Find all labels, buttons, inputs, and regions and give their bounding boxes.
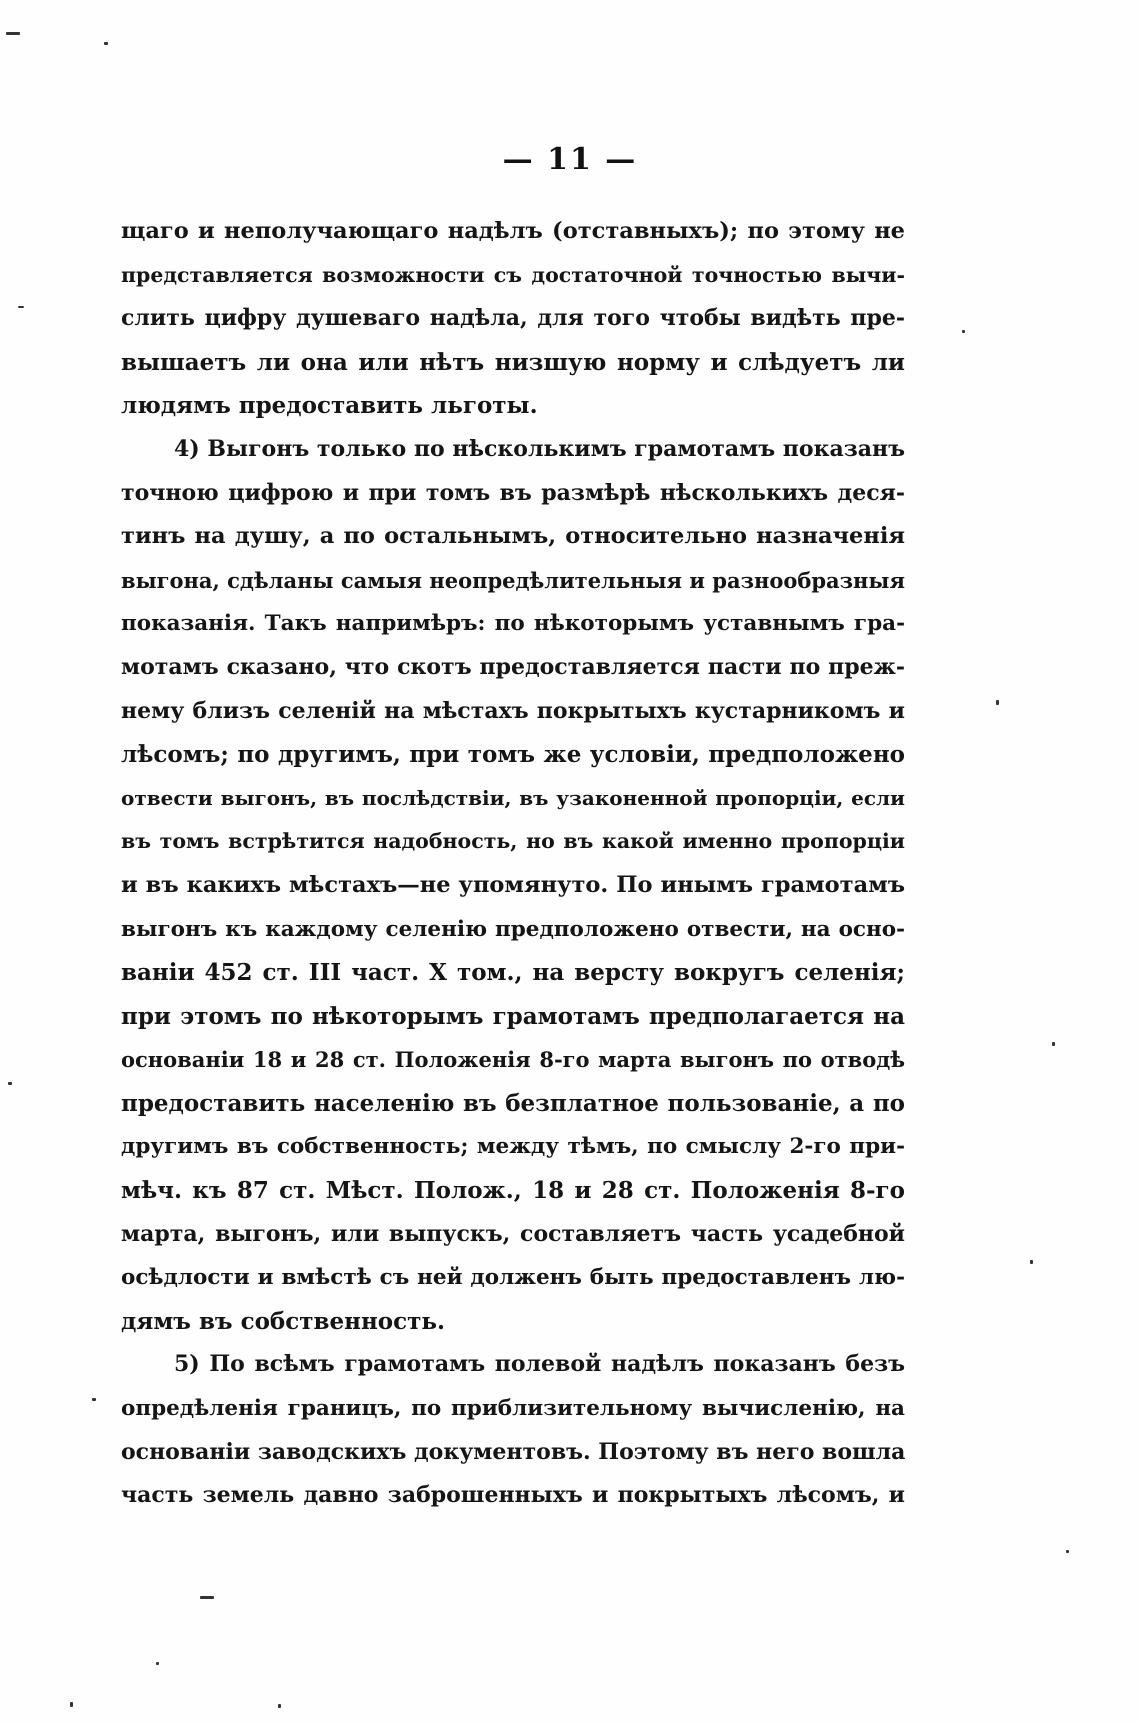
text-line: въ томъ встрѣтится надобность, но въ какой именно пропорціи bbox=[121, 829, 905, 854]
paragraph-start-line: 5) По всѣмъ грамотамъ полевой надѣлъ показанъ безъ bbox=[174, 1351, 905, 1378]
text-line: показанія. Такъ напримѣръ: по нѣкоторымъ уставнымъ гра- bbox=[121, 611, 905, 637]
scan-speck bbox=[200, 1596, 214, 1599]
text-line: основаніи 18 и 28 ст. Положенія 8-го марта выгонъ по отводѣ bbox=[121, 1047, 905, 1073]
text-line: мотамъ сказано, что скотъ предоставляется пасти по преж- bbox=[121, 653, 905, 680]
text-line: нему близъ селеній на мѣстахъ покрытыхъ кустарникомъ и bbox=[121, 697, 905, 724]
body-text bbox=[121, 210, 905, 1518]
paragraph-start-line: 4) Выгонъ только по нѣсколькимъ грамотамъ показанъ bbox=[174, 435, 905, 462]
scan-speck bbox=[156, 1662, 159, 1665]
text-line: тинъ на душу, а по остальнымъ, относительно назначенія bbox=[121, 523, 905, 550]
scan-speck bbox=[1052, 1042, 1055, 1046]
text-line: выгонъ къ каждому селенію предположено отвести, на осно- bbox=[121, 916, 905, 942]
text-line: часть земель давно заброшенныхъ и покрытыхъ лѣсомъ, и bbox=[121, 1482, 905, 1509]
text-line: вышаетъ ли она или нѣтъ низшую норму и слѣдуетъ ли bbox=[121, 348, 905, 376]
scan-speck bbox=[92, 1398, 96, 1401]
text-line: выгона, сдѣланы самыя неопредѣлительныя и разнообразныя bbox=[121, 567, 905, 593]
scan-speck bbox=[8, 1082, 12, 1085]
text-line: людямъ предоставить льготы. bbox=[121, 392, 538, 420]
scan-speck bbox=[996, 700, 999, 705]
scan-speck bbox=[278, 1704, 281, 1708]
scan-speck bbox=[18, 306, 24, 308]
text-line: марта, выгонъ, или выпускъ, составляетъ часть усадебной bbox=[121, 1220, 905, 1247]
text-line: лѣсомъ; по другимъ, при томъ же условіи, предположено bbox=[121, 741, 905, 769]
text-line: щаго и неполучающаго надѣлъ (отставныхъ); по этому не bbox=[121, 218, 905, 244]
page-number: — 11 — bbox=[502, 142, 638, 177]
text-line: другимъ въ собственность; между тѣмъ, по смыслу 2-го при- bbox=[121, 1134, 905, 1160]
scan-speck bbox=[70, 1702, 73, 1707]
text-line: слить цифру душеваго надѣла, для того чтобы видѣть пре- bbox=[121, 305, 905, 332]
text-line: представляется возможности съ достаточной точностью вычи- bbox=[121, 262, 905, 287]
text-line: и въ какихъ мѣстахъ—не упомянуто. По инымъ грамотамъ bbox=[121, 871, 905, 898]
text-line: основаніи заводскихъ документовъ. Поэтому въ него вошла bbox=[121, 1438, 906, 1465]
text-line: осѣдлости и вмѣстѣ съ ней долженъ быть предоставленъ лю- bbox=[121, 1265, 905, 1291]
scan-speck bbox=[962, 330, 965, 333]
text-line: при этомъ по нѣкоторымъ грамотамъ предполагается на bbox=[121, 1002, 905, 1030]
text-line: предоставить населенію въ безплатное пользованіе, а по bbox=[121, 1089, 905, 1117]
text-line: ваніи 452 ст. III част. X том., на версту вокругъ селенія; bbox=[121, 959, 905, 987]
text-line: дямъ въ собственность. bbox=[121, 1307, 446, 1335]
scan-speck bbox=[1030, 1260, 1033, 1264]
text-line: мѣч. къ 87 ст. Мѣст. Полож., 18 и 28 ст. Положенія 8-го bbox=[121, 1177, 905, 1205]
scan-speck bbox=[1066, 1550, 1069, 1553]
text-line: точною цифрою и при томъ въ размѣрѣ нѣсколькихъ деся- bbox=[121, 479, 905, 506]
scan-speck bbox=[6, 32, 20, 35]
text-line: отвести выгонъ, въ послѣдствіи, въ узаконенной пропорціи, если bbox=[121, 785, 905, 810]
scan-speck bbox=[104, 42, 108, 45]
text-line: опредѣленія границъ, по приблизительному вычисленію, на bbox=[121, 1396, 905, 1422]
